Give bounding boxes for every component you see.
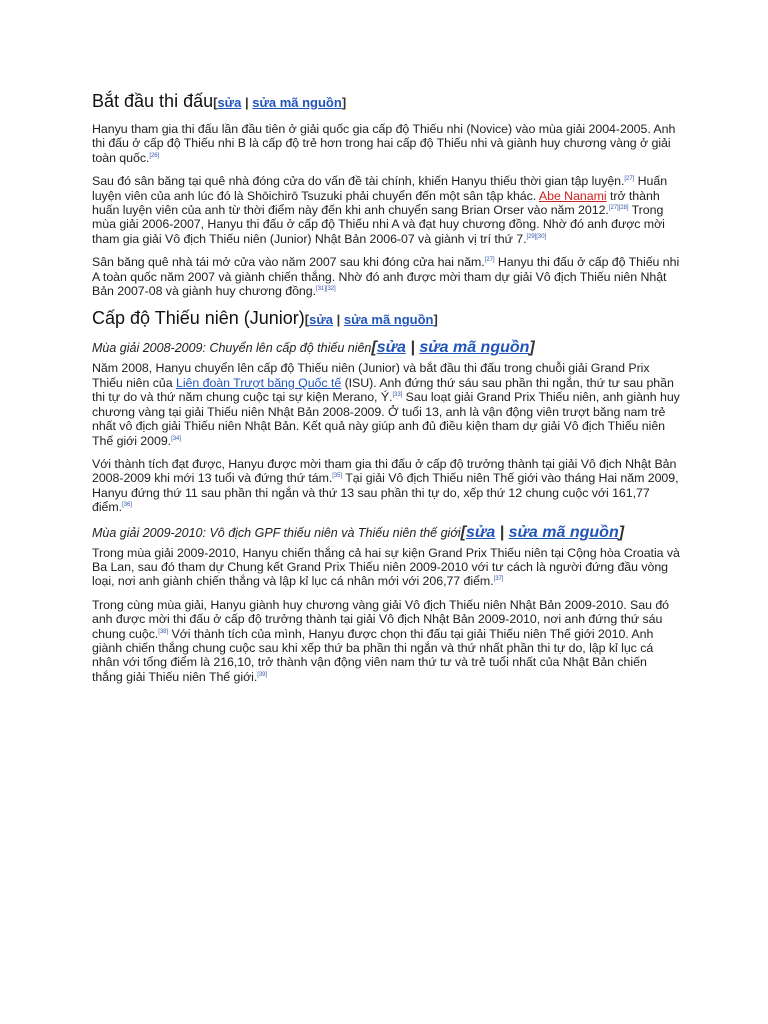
- edit-link[interactable]: sửa: [309, 312, 334, 328]
- edit-source-link[interactable]: sửa mã nguồn: [419, 339, 530, 357]
- citation-link[interactable]: [39]: [257, 671, 268, 678]
- citation-link[interactable]: [35]: [332, 473, 343, 480]
- edit-source-link[interactable]: sửa mã nguồn: [508, 523, 619, 541]
- section-heading: [92, 307, 680, 331]
- edit-link[interactable]: sửa: [376, 339, 406, 357]
- section-title: Cấp độ Thiếu niên (Junior): [92, 308, 305, 329]
- edit-links: [sửa | sửa mã nguồn]: [213, 95, 347, 110]
- citation-link[interactable]: [38]: [158, 628, 169, 635]
- edit-links: [sửa | sửa mã nguồn]: [304, 312, 438, 328]
- citation-link[interactable]: [37]: [493, 576, 504, 583]
- citation-link[interactable]: [33]: [392, 392, 403, 399]
- isu-link[interactable]: Liên đoàn Trượt băng Quốc tế: [175, 375, 342, 390]
- paragraph: Sân băng quê nhà tái mở cửa vào năm 2007 sau khi đóng cửa hai năm.[27] Hanyu thi đấu ở cấp độ Thiếu nhi A toàn quốc năm 2007 và giành chiến thắng. Nhờ đó anh được mời tham dự giải Vô địch Thiếu niên Nhật Bản 2007-08 và giành huy chương đồng.[31][32]: [92, 255, 680, 299]
- paragraph: Trong cùng mùa giải, Hanyu giành huy chương vàng giải Vô địch Thiếu niên Nhật Bản 2009-2010. Sau đó anh được mời thi đấu ở cấp độ trưởng thành tại giải Vô địch Nhật Bản 2009-2010, nơi anh đứng thứ sáu chung cuộc.[38] Với thành tích của mình, Hanyu được chọn thi đấu tại giải Thiếu niên Thế giới 2010. Anh giành chiến thắng chung cuộc sau khi xếp thứ ba phần thi ngắn và thứ nhất phần thi tự do, lập kỉ lục cá nhân với tổng điểm là 216,10, trở thành vận động viên nam thứ tư và trẻ tuổi nhất của Nhật Bản chiến thắng giải Thiếu niên Thế giới.[39]: [92, 597, 670, 684]
- paragraph: Sau đó sân băng tại quê nhà đóng cửa do vấn đề tài chính, khiến Hanyu thiếu thời gian tập luyện.[27] Huấn luyện viên của anh lúc đó là Shōichirō Tsuzuki phải chuyển đến một sân tập khác. Abe Nanami trở thành huấn luyện viên của anh từ thời điểm này đến khi anh chuyển sang Brian Orser vào năm 2012.[27][28] Trong mùa giải 2006-2007, Hanyu thi đấu ở cấp độ Thiếu nhi A và đạt huy chương đồng. Nhờ đó anh được mời tham gia giải Vô địch Thiếu niên (Junior) Nhật Bản 2006-07 và giành vị trí thứ 7.[29][30]: [92, 174, 668, 246]
- paragraph: Với thành tích đạt được, Hanyu được mời tham gia thi đấu ở cấp độ trưởng thành tại giải Vô địch Nhật Bản 2008-2009 khi mới 13 tuổi và đứng thứ tám.[35] Tại giải Vô địch Thiếu niên Thế giới vào tháng Hai năm 2009, Hanyu đứng thứ 11 sau phần thi ngắn và thứ 13 sau phần thi tự do, xếp thứ 12 chung cuộc với 161,77 điểm.[36]: [92, 456, 679, 515]
- section-heading: [92, 90, 680, 114]
- abe-nanami-link[interactable]: Abe Nanami: [538, 188, 607, 203]
- subsection-title: Mùa giải 2008-2009: Chuyển lên cấp độ thiếu niên: [92, 341, 372, 356]
- edit-link[interactable]: sửa: [217, 95, 242, 110]
- paragraph: Năm 2008, Hanyu chuyển lên cấp độ Thiếu niên (Junior) và bắt đầu thi đấu trong chuỗi giải Grand Prix Thiếu niên của Liên đoàn Trượt băng Quốc tế (ISU). Anh đứng thứ sáu sau phần thi ngắn, thứ tư sau phần thi tự do và thứ năm chung cuộc tại sự kiện Merano, Ý.[33] Sau loạt giải Grand Prix Thiếu niên, anh giành huy chương vàng tại giải Thiếu niên Nhật Bản 2008-2009. Ở tuổi 13, anh là vận động viên trượt băng nam trẻ nhất vô địch giải Thiếu niên Nhật Bản. Kết quả này giúp anh đủ điều kiện tham dự giải Vô địch Thiếu niên Thế giới 2009.[34]: [92, 361, 680, 448]
- citation-link[interactable]: [36]: [122, 502, 132, 508]
- citation-link[interactable]: [29][30]: [526, 233, 547, 240]
- citation-link[interactable]: [27]: [624, 176, 635, 183]
- article-content: [92, 90, 680, 693]
- citation-link[interactable]: [31][32]: [316, 285, 336, 292]
- paragraph: Trong mùa giải 2009-2010, Hanyu chiến thắng cả hai sự kiện Grand Prix Thiếu niên tại Cộng hòa Croatia và Ba Lan, sau đó tham dự Chung kết Grand Prix Thiếu niên 2009-2010 với tư cách là người đứng đầu vòng loại, nơi anh giành chiến thắng và lập kỉ lục cá nhân mới với 206,77 điểm.[37]: [92, 545, 680, 589]
- paragraph: Hanyu tham gia thi đấu lần đầu tiên ở giải quốc gia cấp độ Thiếu nhi (Novice) vào mùa giải 2004-2005. Anh thi đấu ở cấp độ Thiếu nhi B là cấp độ trẻ hơn trong hai cấp độ Thiếu nhi và giành huy chương vàng ở giải toàn quốc.[26]: [92, 122, 676, 165]
- section-title: Bắt đầu thi đấu: [92, 91, 214, 111]
- citation-link[interactable]: [27][28]: [608, 204, 629, 211]
- edit-links: [sửa | sửa mã nguồn]: [371, 339, 535, 357]
- edit-source-link[interactable]: sửa mã nguồn: [252, 95, 342, 110]
- citation-link[interactable]: [34]: [171, 435, 181, 442]
- edit-link[interactable]: sửa: [466, 523, 496, 541]
- subsection-heading: [92, 524, 680, 542]
- citation-link[interactable]: [27]: [484, 257, 495, 264]
- subsection-title: Mùa giải 2009-2010: Vô địch GPF thiếu niên và Thiếu niên thế giới: [92, 525, 461, 540]
- subsection-heading: [92, 339, 680, 357]
- citation-link[interactable]: [26]: [149, 152, 160, 159]
- edit-source-link[interactable]: sửa mã nguồn: [343, 312, 434, 328]
- edit-links: [sửa | sửa mã nguồn]: [460, 523, 625, 541]
